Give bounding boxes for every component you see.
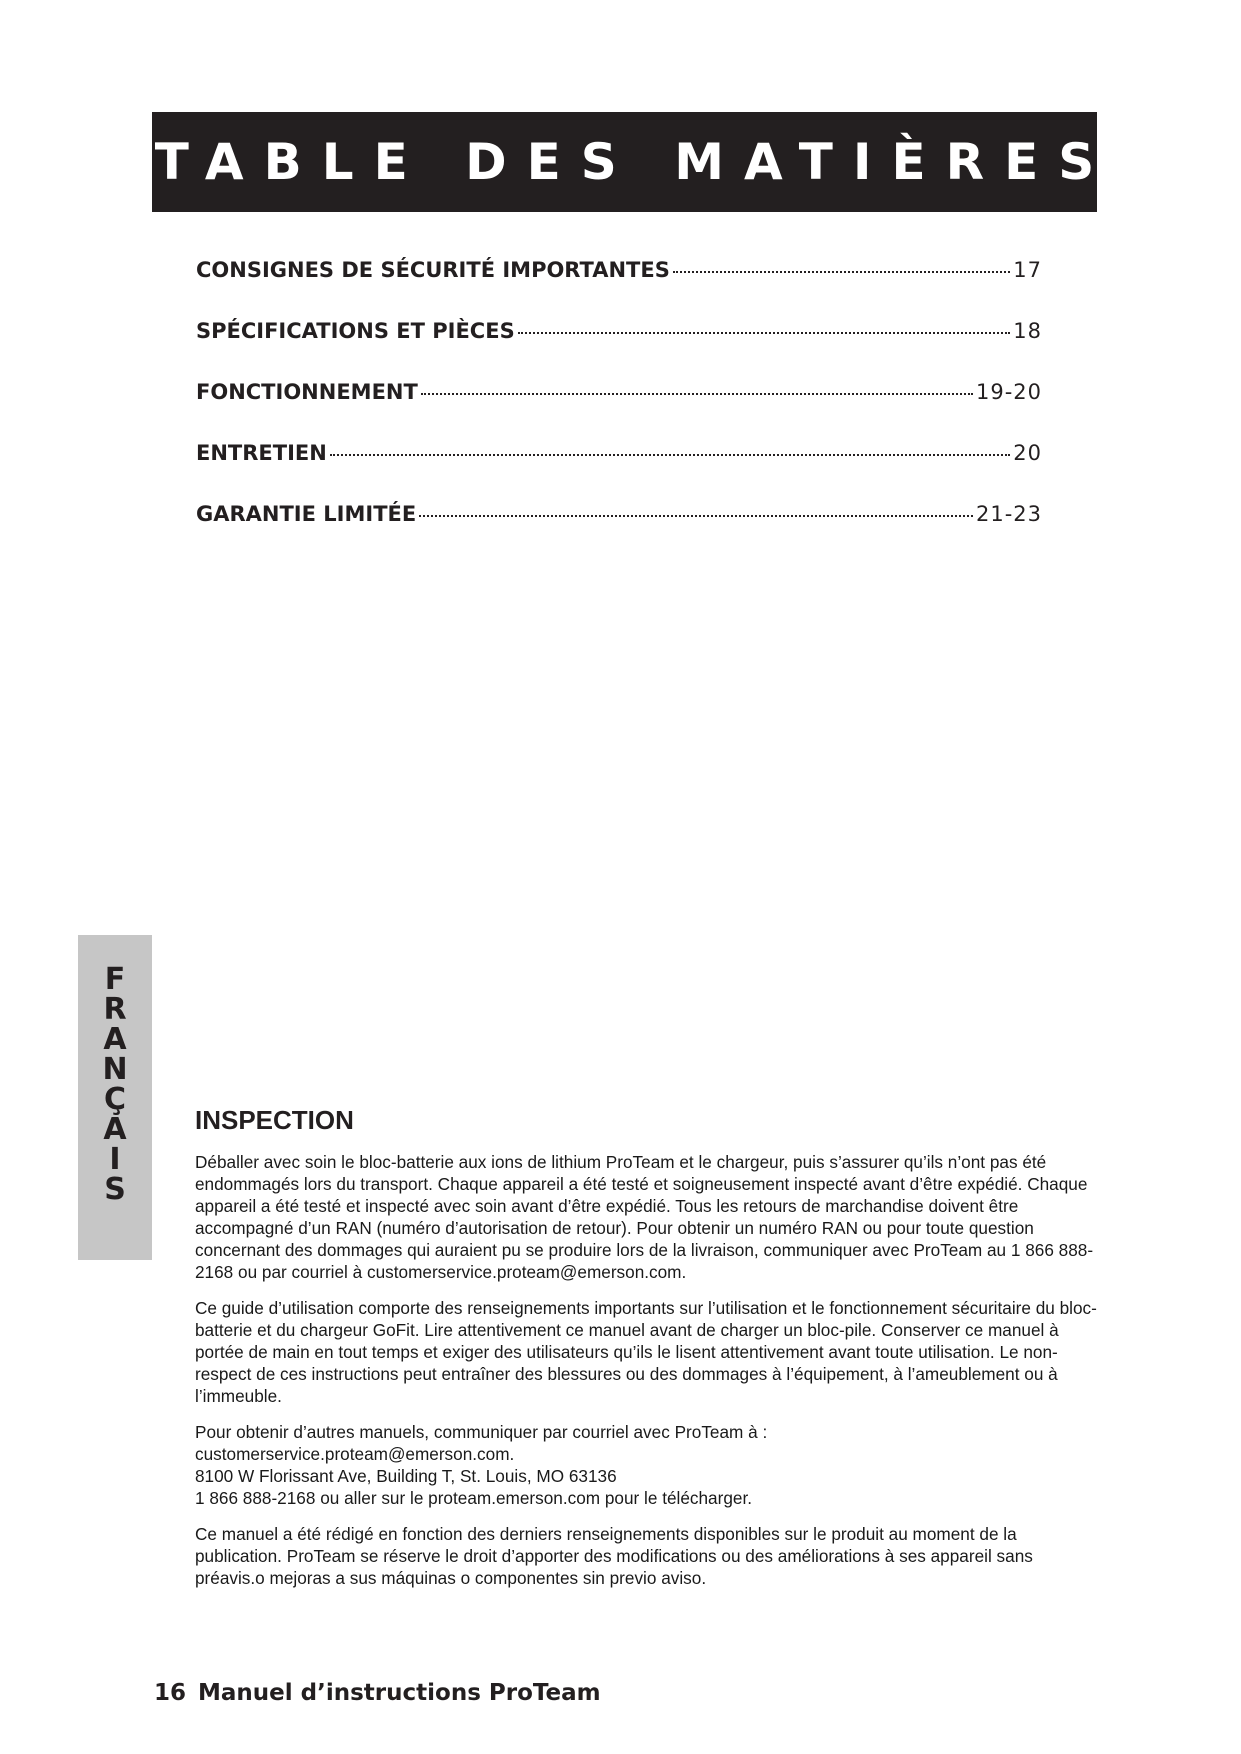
manual-title: Manuel d’instructions ProTeam: [198, 1680, 601, 1706]
language-tab-letter: A: [103, 1022, 127, 1057]
toc-entry-title: GARANTIE LIMITÉE: [196, 502, 417, 526]
contact-block: [195, 1421, 1100, 1509]
contact-address: 8100 W Florissant Ave, Building T, St. Louis, MO 63136: [195, 1466, 617, 1486]
page-number: 16: [154, 1680, 187, 1706]
inspection-paragraph: Ce manuel a été rédigé en fonction des derniers renseignements disponibles sur le produit au moment de la publication. ProTeam se réserve le droit d’apporter des modifications ou des améliorations à ses appareil sans préavis.o mejoras a sus máquinas o componentes sin previo aviso.: [195, 1524, 1033, 1588]
page-title: TABLE DES MATIÈRES: [154, 133, 1115, 191]
toc-entry-title: CONSIGNES DE SÉCURITÉ IMPORTANTES: [196, 258, 670, 282]
toc-leader-dots: [419, 515, 973, 517]
inspection-paragraph: Déballer avec soin le bloc-batterie aux ions de lithium ProTeam et le chargeur, puis s’assurer qu’ils n’ont pas été endommagés lors du transport. Chaque appareil a été testé et soigneusement inspecté avant d’être expédié. Chaque appareil a été testé et inspecté avec soin avant d’être expédié. Tous les retours de marchandise doivent être accompagné d’un RAN (numéro d’autorisation de retour). Pour obtenir un numéro RAN ou pour toute question concernant des dommages qui auraient pu se produire lors de la livraison, communiquer avec ProTeam au 1 866 888-2168 ou par courriel à customerservice.proteam@emerson.com.: [195, 1152, 1094, 1282]
toc-entry-page: 18: [1013, 319, 1042, 343]
toc-entry-title: SPÉCIFICATIONS ET PIÈCES: [196, 319, 515, 343]
toc-entry-page: 17: [1013, 258, 1042, 282]
contact-phone: 1 866 888-2168 ou aller sur le proteam.emerson.com pour le télécharger.: [195, 1488, 753, 1508]
language-tab-letter: S: [104, 1172, 126, 1207]
inspection-section: [195, 1105, 1100, 1603]
toc-leader-dots: [673, 271, 1010, 273]
language-tab-letter: Ç: [103, 1082, 127, 1117]
title-banner: [152, 112, 1115, 212]
toc-entry-page: 19-20: [975, 380, 1042, 404]
language-tab-letter: A: [103, 1112, 127, 1147]
toc-leader-dots: [421, 393, 973, 395]
toc-leader-dots: [330, 454, 1010, 456]
language-tab: [78, 935, 152, 1260]
toc-entry-title: FONCTIONNEMENT: [196, 380, 418, 404]
toc-entry[interactable]: [196, 502, 1042, 563]
contact-email: customerservice.proteam@emerson.com.: [195, 1444, 515, 1464]
language-tab-letter: N: [102, 1052, 128, 1087]
toc-entry[interactable]: [196, 380, 1042, 441]
toc-entry[interactable]: [196, 441, 1042, 502]
contact-line: Pour obtenir d’autres manuels, communiquer par courriel avec ProTeam à :: [195, 1422, 768, 1442]
toc-entry[interactable]: [196, 258, 1042, 319]
page-footer: [154, 1680, 601, 1706]
inspection-paragraph: Ce guide d’utilisation comporte des renseignements importants sur l’utilisation et le fonctionnement sécuritaire du bloc-batterie et du chargeur GoFit. Lire attentivement ce manuel avant de charger un bloc-pile. Conserver ce manuel à portée de main en tout temps et exiger des utilisateurs qu’ils le lisent attentivement avant toute utilisation. Le non-respect de ces instructions peut entraîner des blessures ou des dommages à l’équipement, à l’ameublement ou à l’immeuble.: [195, 1298, 1097, 1406]
language-tab-letter: I: [109, 1142, 121, 1177]
toc-entry-title: ENTRETIEN: [196, 441, 327, 465]
toc-leader-dots: [518, 332, 1011, 334]
toc-entry-page: 20: [1013, 441, 1042, 465]
table-of-contents: [196, 258, 1042, 563]
language-tab-letter: R: [103, 992, 127, 1027]
toc-entry[interactable]: [196, 319, 1042, 380]
toc-entry-page: 21-23: [975, 502, 1042, 526]
inspection-heading: INSPECTION: [195, 1105, 354, 1135]
language-tab-letter: F: [104, 962, 126, 997]
